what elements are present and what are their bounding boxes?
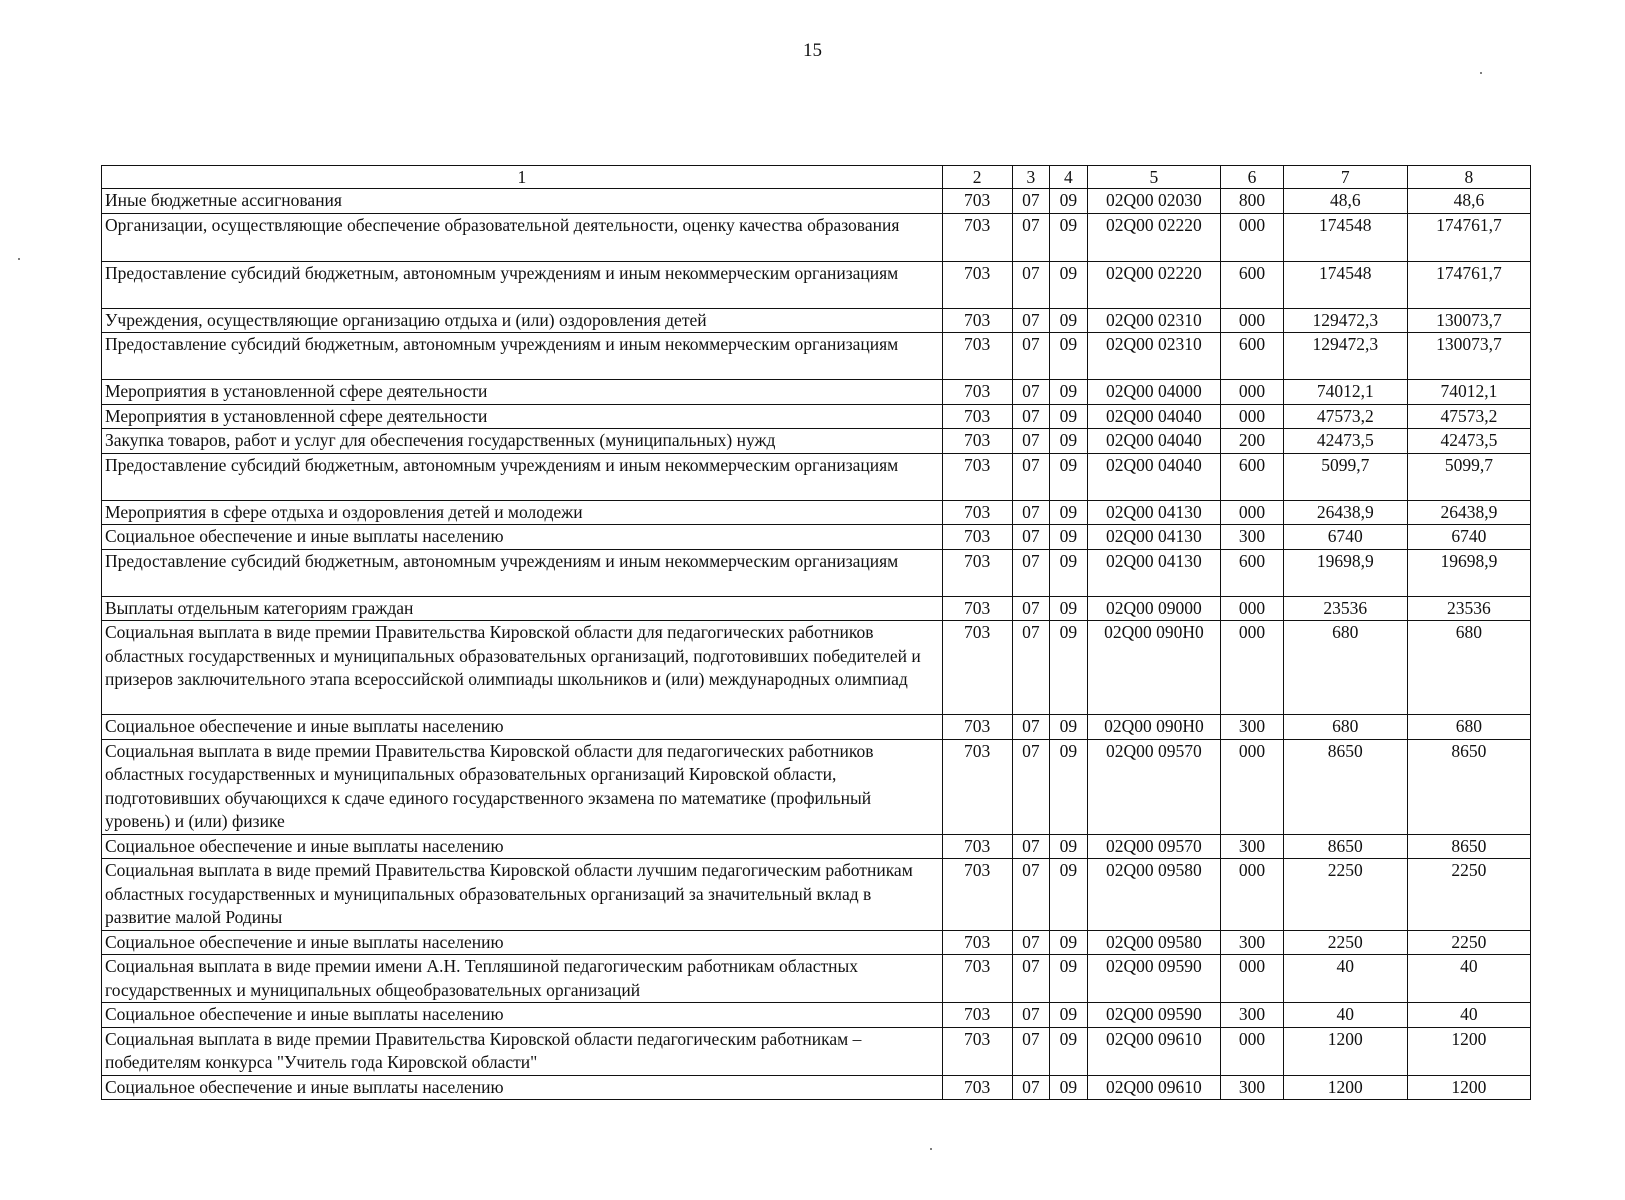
cell-col2: 703 <box>942 453 1012 500</box>
cell-col6: 800 <box>1221 189 1284 214</box>
cell-col2: 703 <box>942 308 1012 333</box>
cell-col8: 8650 <box>1407 739 1530 834</box>
cell-col7: 26438,9 <box>1283 500 1407 525</box>
row-name: Предоставление субсидий бюджетным, автономным учреждениям и иным некоммерческим организациям <box>102 549 943 596</box>
cell-col8: 19698,9 <box>1407 549 1530 596</box>
cell-col5: 02Q00 090H0 <box>1087 621 1221 715</box>
cell-col3: 07 <box>1012 189 1050 214</box>
cell-col7: 1200 <box>1283 1075 1407 1100</box>
cell-col2: 703 <box>942 380 1012 405</box>
cell-col5: 02Q00 02220 <box>1087 213 1221 261</box>
column-header: 6 <box>1221 166 1284 189</box>
cell-col6: 600 <box>1221 549 1284 596</box>
cell-col5: 02Q00 09570 <box>1087 739 1221 834</box>
row-name: Выплаты отдельным категориям граждан <box>102 596 943 621</box>
cell-col6: 000 <box>1221 1027 1284 1075</box>
table-row <box>102 955 1531 1003</box>
cell-col7: 8650 <box>1283 834 1407 859</box>
cell-col5: 02Q00 02220 <box>1087 261 1221 308</box>
row-name: Социальное обеспечение и иные выплаты населению <box>102 1075 943 1100</box>
cell-col6: 000 <box>1221 500 1284 525</box>
cell-col8: 1200 <box>1407 1075 1530 1100</box>
table-row <box>102 189 1531 214</box>
cell-col7: 48,6 <box>1283 189 1407 214</box>
cell-col4: 09 <box>1050 859 1088 931</box>
cell-col3: 07 <box>1012 453 1050 500</box>
cell-col7: 1200 <box>1283 1027 1407 1075</box>
table-row <box>102 213 1531 261</box>
row-name: Социальная выплата в виде премии имени А.Н. Тепляшиной педагогическим работникам областных государственных и муниципальных общеобразовательных организаций <box>102 955 943 1003</box>
cell-col8: 130073,7 <box>1407 308 1530 333</box>
cell-col4: 09 <box>1050 261 1088 308</box>
cell-col4: 09 <box>1050 955 1088 1003</box>
cell-col8: 42473,5 <box>1407 429 1530 454</box>
cell-col7: 40 <box>1283 955 1407 1003</box>
cell-col8: 174761,7 <box>1407 213 1530 261</box>
table-header-row <box>102 166 1531 189</box>
row-name: Социальное обеспечение и иные выплаты населению <box>102 715 943 740</box>
cell-col7: 129472,3 <box>1283 308 1407 333</box>
scan-speck <box>1480 72 1482 74</box>
cell-col3: 07 <box>1012 859 1050 931</box>
cell-col2: 703 <box>942 429 1012 454</box>
cell-col4: 09 <box>1050 930 1088 955</box>
row-name: Учреждения, осуществляющие организацию отдыха и (или) оздоровления детей <box>102 308 943 333</box>
cell-col6: 200 <box>1221 429 1284 454</box>
cell-col6: 600 <box>1221 261 1284 308</box>
cell-col3: 07 <box>1012 621 1050 715</box>
cell-col5: 02Q00 09570 <box>1087 834 1221 859</box>
cell-col8: 1200 <box>1407 1027 1530 1075</box>
cell-col5: 02Q00 09590 <box>1087 955 1221 1003</box>
cell-col2: 703 <box>942 500 1012 525</box>
cell-col4: 09 <box>1050 834 1088 859</box>
cell-col5: 02Q00 090H0 <box>1087 715 1221 740</box>
cell-col4: 09 <box>1050 1003 1088 1028</box>
row-name: Предоставление субсидий бюджетным, автономным учреждениям и иным некоммерческим организациям <box>102 261 943 308</box>
cell-col3: 07 <box>1012 1075 1050 1100</box>
cell-col6: 300 <box>1221 834 1284 859</box>
cell-col6: 000 <box>1221 596 1284 621</box>
cell-col5: 02Q00 09000 <box>1087 596 1221 621</box>
row-name: Социальная выплата в виде премии Правительства Кировской области педагогическим работникам – победителям конкурса "Учитель года Кировской области" <box>102 1027 943 1075</box>
cell-col8: 6740 <box>1407 525 1530 550</box>
cell-col5: 02Q00 09610 <box>1087 1027 1221 1075</box>
cell-col6: 000 <box>1221 621 1284 715</box>
cell-col5: 02Q00 09610 <box>1087 1075 1221 1100</box>
cell-col8: 74012,1 <box>1407 380 1530 405</box>
cell-col5: 02Q00 04130 <box>1087 500 1221 525</box>
cell-col7: 40 <box>1283 1003 1407 1028</box>
cell-col7: 74012,1 <box>1283 380 1407 405</box>
cell-col7: 8650 <box>1283 739 1407 834</box>
cell-col2: 703 <box>942 596 1012 621</box>
cell-col4: 09 <box>1050 189 1088 214</box>
cell-col3: 07 <box>1012 429 1050 454</box>
cell-col4: 09 <box>1050 213 1088 261</box>
cell-col6: 000 <box>1221 308 1284 333</box>
cell-col7: 129472,3 <box>1283 333 1407 380</box>
scan-speck <box>18 258 20 260</box>
table-row <box>102 739 1531 834</box>
cell-col4: 09 <box>1050 715 1088 740</box>
cell-col6: 000 <box>1221 739 1284 834</box>
row-name: Социальное обеспечение и иные выплаты населению <box>102 930 943 955</box>
table-row <box>102 621 1531 715</box>
row-name: Социальная выплата в виде премии Правительства Кировской области для педагогических работников областных государственных и муниципальных образовательных организаций, подготовивших победителей и призеров заключительного этапа всероссийской олимпиады школьников и (или) международных олимпиад <box>102 621 943 715</box>
cell-col5: 02Q00 09580 <box>1087 930 1221 955</box>
cell-col3: 07 <box>1012 834 1050 859</box>
cell-col7: 174548 <box>1283 261 1407 308</box>
table-row <box>102 308 1531 333</box>
cell-col3: 07 <box>1012 333 1050 380</box>
cell-col6: 300 <box>1221 715 1284 740</box>
row-name: Социальное обеспечение и иные выплаты населению <box>102 1003 943 1028</box>
cell-col3: 07 <box>1012 739 1050 834</box>
cell-col4: 09 <box>1050 525 1088 550</box>
table-row <box>102 1075 1531 1100</box>
cell-col4: 09 <box>1050 453 1088 500</box>
cell-col3: 07 <box>1012 549 1050 596</box>
table-row <box>102 1027 1531 1075</box>
cell-col2: 703 <box>942 930 1012 955</box>
cell-col4: 09 <box>1050 739 1088 834</box>
row-name: Иные бюджетные ассигнования <box>102 189 943 214</box>
column-header: 3 <box>1012 166 1050 189</box>
cell-col4: 09 <box>1050 500 1088 525</box>
cell-col7: 2250 <box>1283 930 1407 955</box>
column-header: 4 <box>1050 166 1088 189</box>
cell-col8: 47573,2 <box>1407 404 1530 429</box>
cell-col2: 703 <box>942 549 1012 596</box>
budget-table <box>101 165 1531 1100</box>
cell-col3: 07 <box>1012 1003 1050 1028</box>
table-row <box>102 930 1531 955</box>
cell-col4: 09 <box>1050 429 1088 454</box>
cell-col2: 703 <box>942 859 1012 931</box>
cell-col7: 6740 <box>1283 525 1407 550</box>
cell-col5: 02Q00 04130 <box>1087 549 1221 596</box>
cell-col8: 26438,9 <box>1407 500 1530 525</box>
cell-col2: 703 <box>942 955 1012 1003</box>
cell-col3: 07 <box>1012 715 1050 740</box>
cell-col6: 000 <box>1221 404 1284 429</box>
table-row <box>102 429 1531 454</box>
cell-col8: 40 <box>1407 1003 1530 1028</box>
cell-col4: 09 <box>1050 549 1088 596</box>
cell-col6: 300 <box>1221 930 1284 955</box>
row-name: Мероприятия в сфере отдыха и оздоровления детей и молодежи <box>102 500 943 525</box>
cell-col5: 02Q00 04040 <box>1087 453 1221 500</box>
cell-col6: 300 <box>1221 1003 1284 1028</box>
table-row <box>102 715 1531 740</box>
cell-col8: 40 <box>1407 955 1530 1003</box>
cell-col4: 09 <box>1050 1075 1088 1100</box>
cell-col3: 07 <box>1012 308 1050 333</box>
cell-col8: 130073,7 <box>1407 333 1530 380</box>
cell-col6: 000 <box>1221 955 1284 1003</box>
cell-col7: 2250 <box>1283 859 1407 931</box>
cell-col2: 703 <box>942 1075 1012 1100</box>
column-header: 1 <box>102 166 943 189</box>
cell-col3: 07 <box>1012 500 1050 525</box>
cell-col7: 23536 <box>1283 596 1407 621</box>
cell-col7: 174548 <box>1283 213 1407 261</box>
column-header: 7 <box>1283 166 1407 189</box>
row-name: Организации, осуществляющие обеспечение образовательной деятельности, оценку качества образования <box>102 213 943 261</box>
table-row <box>102 500 1531 525</box>
column-header: 8 <box>1407 166 1530 189</box>
table-row <box>102 453 1531 500</box>
cell-col4: 09 <box>1050 404 1088 429</box>
table-row <box>102 525 1531 550</box>
cell-col6: 300 <box>1221 525 1284 550</box>
cell-col2: 703 <box>942 404 1012 429</box>
cell-col3: 07 <box>1012 955 1050 1003</box>
table-row <box>102 859 1531 931</box>
cell-col7: 47573,2 <box>1283 404 1407 429</box>
cell-col8: 2250 <box>1407 930 1530 955</box>
cell-col5: 02Q00 02310 <box>1087 333 1221 380</box>
cell-col4: 09 <box>1050 596 1088 621</box>
cell-col7: 680 <box>1283 715 1407 740</box>
cell-col6: 000 <box>1221 380 1284 405</box>
scan-speck <box>930 1148 932 1150</box>
table-row <box>102 549 1531 596</box>
cell-col5: 02Q00 04040 <box>1087 429 1221 454</box>
table-row <box>102 261 1531 308</box>
cell-col3: 07 <box>1012 930 1050 955</box>
row-name: Социальная выплата в виде премии Правительства Кировской области для педагогических работников областных государственных и муниципальных образовательных организаций Кировской области, подготовивших обучающихся к сдаче единого государственного экзамена по математике (профильный уровень) и (или) физике <box>102 739 943 834</box>
cell-col8: 48,6 <box>1407 189 1530 214</box>
cell-col4: 09 <box>1050 621 1088 715</box>
cell-col5: 02Q00 04000 <box>1087 380 1221 405</box>
cell-col2: 703 <box>942 525 1012 550</box>
row-name: Социальная выплата в виде премий Правительства Кировской области лучшим педагогическим работникам областных государственных и муниципальных образовательных организаций за значительный вклад в развитие малой Родины <box>102 859 943 931</box>
cell-col4: 09 <box>1050 1027 1088 1075</box>
cell-col7: 19698,9 <box>1283 549 1407 596</box>
cell-col3: 07 <box>1012 525 1050 550</box>
cell-col6: 000 <box>1221 859 1284 931</box>
cell-col3: 07 <box>1012 404 1050 429</box>
cell-col6: 300 <box>1221 1075 1284 1100</box>
row-name: Закупка товаров, работ и услуг для обеспечения государственных (муниципальных) нужд <box>102 429 943 454</box>
cell-col8: 23536 <box>1407 596 1530 621</box>
cell-col8: 2250 <box>1407 859 1530 931</box>
cell-col4: 09 <box>1050 308 1088 333</box>
table-row <box>102 1003 1531 1028</box>
column-header: 5 <box>1087 166 1221 189</box>
column-header: 2 <box>942 166 1012 189</box>
table-row <box>102 404 1531 429</box>
page-number: 15 <box>803 40 822 61</box>
cell-col2: 703 <box>942 715 1012 740</box>
row-name: Социальное обеспечение и иные выплаты населению <box>102 525 943 550</box>
cell-col2: 703 <box>942 1003 1012 1028</box>
cell-col2: 703 <box>942 1027 1012 1075</box>
cell-col4: 09 <box>1050 380 1088 405</box>
cell-col5: 02Q00 04040 <box>1087 404 1221 429</box>
row-name: Социальное обеспечение и иные выплаты населению <box>102 834 943 859</box>
row-name: Мероприятия в установленной сфере деятельности <box>102 380 943 405</box>
cell-col3: 07 <box>1012 261 1050 308</box>
cell-col8: 5099,7 <box>1407 453 1530 500</box>
cell-col2: 703 <box>942 834 1012 859</box>
cell-col8: 174761,7 <box>1407 261 1530 308</box>
cell-col8: 680 <box>1407 715 1530 740</box>
cell-col2: 703 <box>942 189 1012 214</box>
cell-col5: 02Q00 04130 <box>1087 525 1221 550</box>
cell-col3: 07 <box>1012 1027 1050 1075</box>
cell-col6: 000 <box>1221 213 1284 261</box>
cell-col6: 600 <box>1221 333 1284 380</box>
cell-col3: 07 <box>1012 380 1050 405</box>
cell-col5: 02Q00 09580 <box>1087 859 1221 931</box>
cell-col5: 02Q00 02030 <box>1087 189 1221 214</box>
table-row <box>102 834 1531 859</box>
cell-col6: 600 <box>1221 453 1284 500</box>
cell-col8: 680 <box>1407 621 1530 715</box>
cell-col2: 703 <box>942 213 1012 261</box>
cell-col5: 02Q00 02310 <box>1087 308 1221 333</box>
cell-col3: 07 <box>1012 596 1050 621</box>
cell-col7: 680 <box>1283 621 1407 715</box>
row-name: Предоставление субсидий бюджетным, автономным учреждениям и иным некоммерческим организациям <box>102 453 943 500</box>
cell-col5: 02Q00 09590 <box>1087 1003 1221 1028</box>
cell-col2: 703 <box>942 261 1012 308</box>
row-name: Предоставление субсидий бюджетным, автономным учреждениям и иным некоммерческим организациям <box>102 333 943 380</box>
table-row <box>102 333 1531 380</box>
cell-col3: 07 <box>1012 213 1050 261</box>
cell-col2: 703 <box>942 333 1012 380</box>
cell-col7: 5099,7 <box>1283 453 1407 500</box>
cell-col2: 703 <box>942 739 1012 834</box>
row-name: Мероприятия в установленной сфере деятельности <box>102 404 943 429</box>
cell-col7: 42473,5 <box>1283 429 1407 454</box>
cell-col8: 8650 <box>1407 834 1530 859</box>
cell-col2: 703 <box>942 621 1012 715</box>
cell-col4: 09 <box>1050 333 1088 380</box>
table-row <box>102 596 1531 621</box>
table-row <box>102 380 1531 405</box>
